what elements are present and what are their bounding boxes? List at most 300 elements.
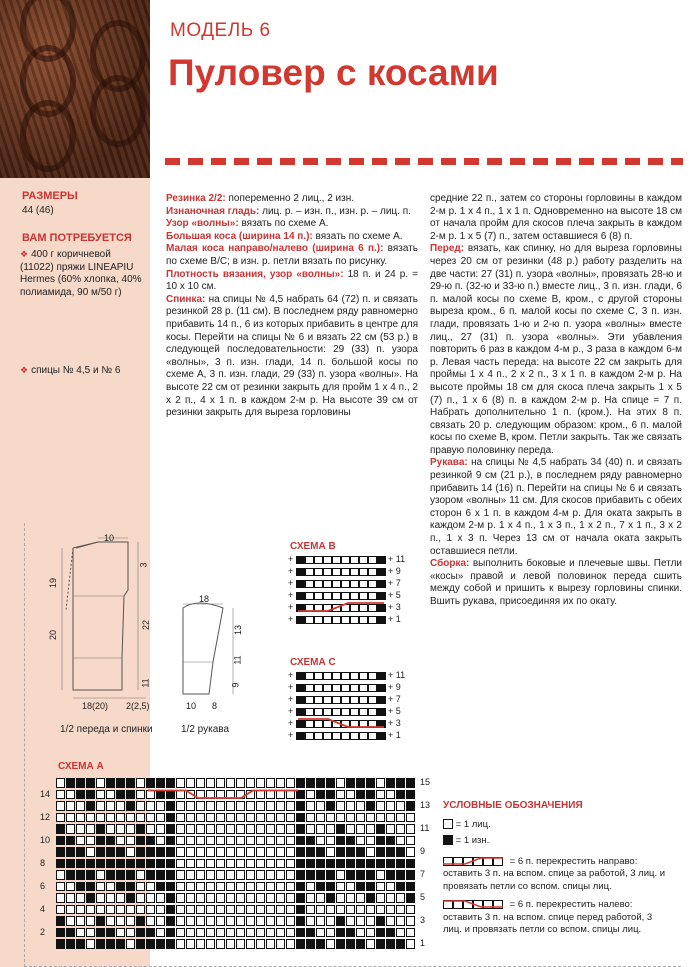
scheme-a-cell <box>276 824 285 834</box>
instruction-text: попеременно 2 лиц., 2 изн. <box>225 193 355 204</box>
scheme-a-cell <box>136 836 145 846</box>
row-number: 13 <box>420 800 431 810</box>
scheme-a-cell <box>116 824 125 834</box>
scheme-a-cell <box>236 836 245 846</box>
scheme-a-cell <box>336 893 345 903</box>
scheme-a-cell <box>56 905 65 915</box>
scheme-a-cell <box>146 893 155 903</box>
cross-right-icon <box>443 856 507 866</box>
row-number: + 3 <box>388 718 401 728</box>
scheme-a-cell <box>366 882 375 892</box>
scheme-a-cell <box>166 882 175 892</box>
scheme-a-cell <box>266 847 275 857</box>
scheme-a-cell <box>216 847 225 857</box>
row-marker: + <box>288 614 294 624</box>
scheme-a-cell <box>376 905 385 915</box>
scheme-a-cell <box>346 916 355 926</box>
row-number: + 9 <box>388 566 401 576</box>
instruction-paragraph <box>166 218 418 231</box>
scheme-a-cell <box>156 882 165 892</box>
scheme-a-cell <box>76 824 85 834</box>
scheme-a-cell <box>376 928 385 938</box>
instruction-paragraph <box>430 193 682 243</box>
scheme-a-cell <box>386 870 395 880</box>
scheme-a-cell <box>276 847 285 857</box>
scheme-a-cell <box>256 836 265 846</box>
scheme-a-cell <box>86 882 95 892</box>
scheme-a-cell <box>336 882 345 892</box>
scheme-a-cell <box>166 836 175 846</box>
instruction-heading: Рукава: <box>430 457 468 469</box>
scheme-a-cell <box>86 928 95 938</box>
scheme-a-cell <box>186 859 195 869</box>
scheme-a-cell <box>306 824 315 834</box>
scheme-a-cell <box>276 836 285 846</box>
row-number: + 9 <box>388 682 401 692</box>
scheme-a-cell <box>106 905 115 915</box>
scheme-a-cell <box>236 905 245 915</box>
scheme-a-cell <box>276 882 285 892</box>
scheme-a-cell <box>156 893 165 903</box>
scheme-a-cell <box>336 859 345 869</box>
instruction-text: на спицы № 4,5 набрать 64 (72) п. и связать резинкой 28 р. (11 см). В последнем ряду равномерно прибавить 14 п., 6 из которых прибавить в центре для косы. Перейти на спицы № 6 и вязать 22 см (53 р.) в следующей последовательности: 29 (33) п. узора «волны», 3 п. изн. глади, 14 п. большой косы по схеме А, 3 п. изн. глади, 29 (33) п. узора «волны». На высоте 22 см от резинки закрыть для пройм 1 х 4 п., 2 х 2 п., 4 х 1 п. в каждом 2-м р. На высоте 39 см от резинки закрыть для выреза горловины <box>166 293 418 419</box>
scheme-a-cell <box>356 893 365 903</box>
scheme-a-cell <box>286 824 295 834</box>
sizes-title: РАЗМЕРЫ <box>22 190 78 202</box>
scheme-a-cell <box>126 859 135 869</box>
scheme-a-cell <box>286 847 295 857</box>
scheme-a-cell <box>296 882 305 892</box>
scheme-a-cell <box>186 824 195 834</box>
scheme-a-cell <box>206 859 215 869</box>
scheme-a-cell <box>406 847 415 857</box>
instruction-text: лиц. р. – изн. п., изн. р. – лиц. п. <box>259 205 411 217</box>
scheme-a-cell <box>266 870 275 880</box>
scheme-a-cell <box>126 916 135 926</box>
scheme-a-cell <box>176 824 185 834</box>
instruction-paragraph <box>166 231 418 244</box>
cable-cross-line <box>36 778 436 818</box>
scheme-a-cell <box>96 824 105 834</box>
scheme-a-cell <box>116 928 125 938</box>
scheme-a-cell <box>306 928 315 938</box>
scheme-a-cell <box>326 905 335 915</box>
scheme-a-cell <box>66 836 75 846</box>
cable-cross-line <box>288 672 398 752</box>
dim-bottom: 18(20) <box>82 701 109 711</box>
scheme-a-cell <box>406 836 415 846</box>
scheme-a-cell <box>146 928 155 938</box>
scheme-a-cell <box>166 928 175 938</box>
scheme-a-cell <box>396 847 405 857</box>
scheme-a-cell <box>146 859 155 869</box>
scheme-a-cell <box>156 928 165 938</box>
scheme-a-cell <box>316 905 325 915</box>
row-number: 8 <box>40 857 46 868</box>
scheme-a-cell <box>316 836 325 846</box>
scheme-a-cell <box>216 836 225 846</box>
row-number: + 11 <box>388 554 406 564</box>
scheme-a-cell <box>116 836 125 846</box>
scheme-a-cell <box>136 916 145 926</box>
dim-h2: 3 <box>138 562 149 568</box>
scheme-a-cell <box>366 824 375 834</box>
legend-item-cross-right-text: = 6 п. перекрестить направо: оставить 3 п. на вспом. спице за работой, 3 лиц. и провязать петли со вспом. спицы лиц. <box>443 855 666 892</box>
instruction-text: вязать по схеме В/С; в изн. р. петли вязать по рисунку. <box>166 243 418 267</box>
scheme-a-cell <box>266 916 275 926</box>
needles-text: спицы № 4,5 и № 6 <box>31 365 121 376</box>
sleeve-dim-h3: 9 <box>230 682 241 688</box>
scheme-a-cell <box>226 905 235 915</box>
scheme-a-cell <box>226 824 235 834</box>
scheme-a-cell <box>126 905 135 915</box>
scheme-a-cell <box>256 905 265 915</box>
scheme-a-cell <box>196 859 205 869</box>
diamond-icon: ❖ <box>20 249 29 259</box>
scheme-a-cell <box>326 847 335 857</box>
cable-knit-photo <box>0 0 150 178</box>
scheme-a-cell <box>66 882 75 892</box>
scheme-a-cell <box>256 928 265 938</box>
scheme-a-cell <box>176 836 185 846</box>
scheme-a-cell <box>136 882 145 892</box>
dim-side: 2(2,5) <box>126 701 150 711</box>
scheme-a-cell <box>176 847 185 857</box>
scheme-a-cell <box>196 870 205 880</box>
scheme-a-cell <box>306 847 315 857</box>
row-number: 3 <box>420 915 426 925</box>
scheme-a-cell <box>246 939 255 949</box>
row-number: + 3 <box>388 602 401 612</box>
cable-cross-line <box>288 556 398 636</box>
scheme-a-cell <box>336 905 345 915</box>
scheme-a-cell <box>246 824 255 834</box>
scheme-a-cell <box>396 928 405 938</box>
scheme-a-cell <box>176 905 185 915</box>
scheme-a-cell <box>316 882 325 892</box>
scheme-a-cell <box>336 836 345 846</box>
scheme-a-cell <box>246 905 255 915</box>
scheme-a-cell <box>66 893 75 903</box>
yarn-info <box>20 248 145 299</box>
scheme-a-cell <box>316 859 325 869</box>
scheme-a-cell <box>356 939 365 949</box>
row-marker: + <box>288 554 294 564</box>
scheme-a-cell <box>386 882 395 892</box>
needles-info <box>20 364 140 378</box>
scheme-a-cell <box>386 916 395 926</box>
scheme-a-cell <box>336 847 345 857</box>
scheme-a-cell <box>266 928 275 938</box>
scheme-a-cell <box>166 870 175 880</box>
dashed-divider <box>165 158 683 165</box>
cable-loop <box>20 100 76 172</box>
row-marker: + <box>288 578 294 588</box>
scheme-a-cell <box>286 859 295 869</box>
scheme-a-cell <box>136 870 145 880</box>
legend-item-purl-text: = 1 изн. <box>455 835 490 846</box>
scheme-a-cell <box>76 893 85 903</box>
scheme-a-cell <box>346 836 355 846</box>
scheme-a-cell <box>376 847 385 857</box>
scheme-a-cell <box>266 859 275 869</box>
scheme-a-cell <box>186 928 195 938</box>
scheme-a-cell <box>256 882 265 892</box>
scheme-a-cell <box>56 870 65 880</box>
scheme-a-cell <box>116 893 125 903</box>
scheme-a-cell <box>286 905 295 915</box>
scheme-a-cell <box>316 824 325 834</box>
instruction-heading: Большая коса (ширина 14 п.): <box>166 230 313 242</box>
legend <box>443 800 673 937</box>
scheme-a-cell <box>56 939 65 949</box>
scheme-a-cell <box>296 928 305 938</box>
scheme-a-cell <box>116 916 125 926</box>
scheme-a-cell <box>96 916 105 926</box>
scheme-a-cell <box>136 847 145 857</box>
scheme-a-cell <box>76 905 85 915</box>
scheme-a-cell <box>206 836 215 846</box>
scheme-a-cell <box>76 859 85 869</box>
scheme-a-cell <box>346 870 355 880</box>
scheme-a-cell <box>356 870 365 880</box>
scheme-a-cell <box>226 939 235 949</box>
scheme-a-cell <box>376 859 385 869</box>
scheme-a-cell <box>306 859 315 869</box>
scheme-a-cell <box>316 928 325 938</box>
scheme-a-cell <box>326 870 335 880</box>
cross-left-icon <box>443 899 507 909</box>
scheme-a-cell <box>236 824 245 834</box>
scheme-a-cell <box>96 847 105 857</box>
scheme-a-cell <box>56 882 65 892</box>
scheme-c-title: СХЕМА С <box>290 657 336 668</box>
scheme-a-cell <box>216 916 225 926</box>
scheme-a-cell <box>166 916 175 926</box>
sizes-value: 44 (46) <box>22 205 54 216</box>
scheme-a-cell <box>176 916 185 926</box>
scheme-a-cell <box>206 928 215 938</box>
scheme-a-cell <box>106 824 115 834</box>
scheme-a-cell <box>166 859 175 869</box>
scheme-a-cell <box>176 939 185 949</box>
scheme-a-cell <box>196 916 205 926</box>
scheme-a-cell <box>216 870 225 880</box>
scheme-a-cell <box>296 893 305 903</box>
scheme-b-title: СХЕМА В <box>290 541 336 552</box>
scheme-a-cell <box>216 928 225 938</box>
scheme-a-cell <box>356 916 365 926</box>
scheme-a-cell <box>386 893 395 903</box>
scheme-a-cell <box>276 893 285 903</box>
scheme-a-cell <box>176 928 185 938</box>
scheme-a-cell <box>146 916 155 926</box>
scheme-a-cell <box>406 893 415 903</box>
row-marker: + <box>288 682 294 692</box>
scheme-a-cell <box>356 847 365 857</box>
scheme-a-cell <box>326 824 335 834</box>
scheme-a-cell <box>86 916 95 926</box>
scheme-a-cell <box>286 836 295 846</box>
scheme-a-cell <box>66 824 75 834</box>
scheme-a-cell <box>86 870 95 880</box>
scheme-a-cell <box>406 882 415 892</box>
scheme-a-cell <box>136 905 145 915</box>
scheme-a-cell <box>226 859 235 869</box>
instruction-heading: Изнаночная гладь: <box>166 205 260 217</box>
scheme-a-cell <box>306 905 315 915</box>
instruction-paragraph <box>166 294 418 420</box>
legend-item-purl <box>443 835 673 848</box>
filled-cell-icon <box>443 835 453 845</box>
scheme-a-cell <box>396 859 405 869</box>
scheme-a-cell <box>56 824 65 834</box>
scheme-a-cell <box>256 824 265 834</box>
scheme-a-cell <box>406 916 415 926</box>
row-number: 4 <box>40 903 46 914</box>
scheme-a-cell <box>386 928 395 938</box>
scheme-a-cell <box>76 847 85 857</box>
instruction-heading: Резинка 2/2: <box>166 193 226 204</box>
row-marker: + <box>288 566 294 576</box>
scheme-a-cell <box>226 847 235 857</box>
scheme-a-cell <box>356 928 365 938</box>
scheme-a-cell <box>396 882 405 892</box>
scheme-a-cell <box>356 882 365 892</box>
scheme-a-cell <box>76 870 85 880</box>
row-number: + 1 <box>388 730 401 740</box>
row-marker: + <box>288 670 294 680</box>
row-number: 14 <box>40 788 51 799</box>
scheme-a-cell <box>236 916 245 926</box>
scheme-a-cell <box>216 905 225 915</box>
scheme-a-cell <box>406 928 415 938</box>
scheme-a-cell <box>206 905 215 915</box>
scheme-a-cell <box>146 939 155 949</box>
scheme-a-cell <box>246 870 255 880</box>
instruction-heading: Плотность вязания, узор «волны»: <box>166 268 344 280</box>
scheme-a-cell <box>266 882 275 892</box>
row-number: 1 <box>420 938 426 948</box>
instruction-heading: Узор «волны»: <box>166 218 239 230</box>
scheme-a-cell <box>336 916 345 926</box>
scheme-a-cell <box>66 939 75 949</box>
scheme-a-cell <box>366 939 375 949</box>
instruction-text: вязать по схеме А. <box>312 230 403 242</box>
scheme-a-cell <box>86 847 95 857</box>
row-marker: + <box>288 590 294 600</box>
scheme-a-cell <box>156 905 165 915</box>
scheme-a-cell <box>56 847 65 857</box>
scheme-a-cell <box>106 916 115 926</box>
scheme-a-cell <box>186 847 195 857</box>
scheme-a-cell <box>246 893 255 903</box>
scheme-a-cell <box>106 836 115 846</box>
row-number: 15 <box>420 777 431 787</box>
scheme-a-cell <box>86 939 95 949</box>
scheme-a-cell <box>216 824 225 834</box>
scheme-a-cell <box>76 882 85 892</box>
row-number: + 11 <box>388 670 406 680</box>
scheme-a-cell <box>206 882 215 892</box>
scheme-a-cell <box>366 859 375 869</box>
scheme-a-cell <box>206 824 215 834</box>
scheme-a-cell <box>356 836 365 846</box>
model-label: МОДЕЛЬ 6 <box>170 20 271 41</box>
scheme-a-cell <box>286 928 295 938</box>
instruction-heading: Спинка: <box>166 293 206 305</box>
row-number: 7 <box>420 869 426 879</box>
scheme-a-cell <box>156 824 165 834</box>
scheme-a-cell <box>266 893 275 903</box>
row-number: + 7 <box>388 694 401 704</box>
scheme-a-cell <box>126 847 135 857</box>
row-number: 12 <box>40 811 51 822</box>
scheme-a-cell <box>316 893 325 903</box>
scheme-a-cell <box>126 939 135 949</box>
sleeve-dim-h1: 13 <box>233 624 244 636</box>
scheme-a-cell <box>146 824 155 834</box>
scheme-a-cell <box>146 882 155 892</box>
scheme-a-cell <box>126 928 135 938</box>
legend-item-knit <box>443 819 673 832</box>
scheme-a-cell <box>226 893 235 903</box>
scheme-a-cell <box>396 870 405 880</box>
legend-item-knit-text: = 1 лиц. <box>455 818 491 830</box>
scheme-a-cell <box>266 905 275 915</box>
scheme-a-cell <box>276 939 285 949</box>
scheme-a-cell <box>86 836 95 846</box>
row-number: 2 <box>40 926 46 937</box>
scheme-a-cell <box>376 939 385 949</box>
scheme-a-cell <box>86 905 95 915</box>
scheme-a-cell <box>246 928 255 938</box>
row-marker: + <box>288 718 294 728</box>
scheme-a-cell <box>56 928 65 938</box>
scheme-a-cell <box>236 882 245 892</box>
scheme-a-cell <box>126 893 135 903</box>
scheme-a-cell <box>236 893 245 903</box>
scheme-a-cell <box>296 836 305 846</box>
scheme-a-cell <box>256 870 265 880</box>
scheme-a-cell <box>386 859 395 869</box>
scheme-a-cell <box>216 882 225 892</box>
scheme-a-cell <box>196 836 205 846</box>
instruction-text: средние 22 п., затем со стороны горловины в каждом 2-м р. 1 х 4 п., 1 х 1 п. Одновременно на высоте 18 см от начала пройм для скосов плеча закрыть в каждом 2-м р. 1 х 5 (7) п., затем оставшиеся 6 (8) п. <box>430 193 682 242</box>
scheme-a-cell <box>326 939 335 949</box>
scheme-a-cell <box>66 916 75 926</box>
scheme-a-cell <box>336 824 345 834</box>
scheme-a-cell <box>156 836 165 846</box>
scheme-a-cell <box>196 824 205 834</box>
scheme-a-cell <box>276 859 285 869</box>
dim-h1: 19 <box>48 577 59 589</box>
scheme-a-cell <box>76 916 85 926</box>
scheme-a-cell <box>96 893 105 903</box>
scheme-a-cell <box>386 824 395 834</box>
scheme-a-cell <box>226 882 235 892</box>
scheme-a-cell <box>286 893 295 903</box>
scheme-a-cell <box>296 916 305 926</box>
sleeve-dim-h2: 11 <box>232 655 243 665</box>
scheme-a-cell <box>386 847 395 857</box>
scheme-a-cell <box>236 847 245 857</box>
scheme-a-cell <box>366 916 375 926</box>
instruction-paragraph <box>166 269 418 294</box>
scheme-a-cell <box>396 905 405 915</box>
row-number: + 5 <box>388 706 401 716</box>
scheme-a-cell <box>316 916 325 926</box>
